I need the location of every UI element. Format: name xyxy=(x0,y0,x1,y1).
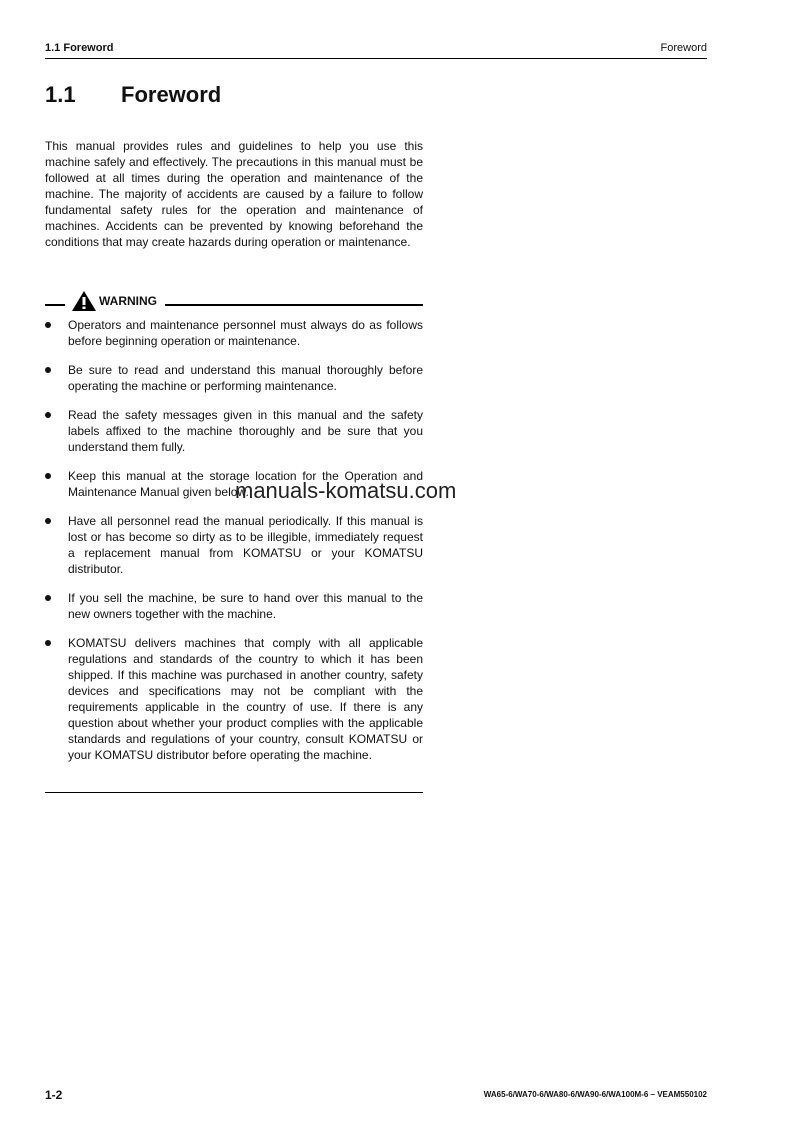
bullet-icon xyxy=(45,367,51,373)
bullet-icon xyxy=(45,322,51,328)
list-item xyxy=(45,362,423,394)
list-item xyxy=(45,407,423,455)
list-item xyxy=(45,590,423,622)
document-code: WA65-6/WA70-6/WA80-6/WA90-6/WA100M-6 – VEAM550102 xyxy=(483,1090,707,1099)
warning-end-divider xyxy=(45,792,423,793)
bullet-icon xyxy=(45,473,51,479)
warning-heading xyxy=(45,292,423,308)
list-item xyxy=(45,635,423,763)
bullet-icon xyxy=(45,595,51,601)
list-item-text: Read the safety messages given in this manual and the safety labels affixed to the machine thoroughly and be sure that you understand them fully. xyxy=(68,408,423,454)
section-number: 1.1 xyxy=(45,82,76,107)
list-item-text: Have all personnel read the manual periodically. If this manual is lost or has become so dirty as to be illegible, immediately request a replacement manual from KOMATSU or your KOMATSU distributor. xyxy=(68,514,423,576)
list-item xyxy=(45,513,423,577)
bullet-icon xyxy=(45,518,51,524)
warning-label: WARNING xyxy=(99,294,157,308)
list-item-text: Be sure to read and understand this manual thoroughly before operating the machine or performing maintenance. xyxy=(68,363,423,393)
header-section: 1.1 Foreword xyxy=(45,42,114,54)
bullet-icon xyxy=(45,412,51,418)
list-item-text: Operators and maintenance personnel must always do as follows before beginning operation or maintenance. xyxy=(68,318,423,348)
divider xyxy=(165,304,423,306)
warning-triangle-icon xyxy=(71,290,97,312)
page-header xyxy=(45,42,707,59)
list-item xyxy=(45,317,423,349)
watermark: manuals-komatsu.com xyxy=(235,478,457,503)
intro-paragraph: This manual provides rules and guidelines to help you use this machine safely and effectively. The precautions in this manual must be followed at all times during the operation and maintenance of the machine. The majority of accidents are caused by a failure to follow fundamental safety rules for the operation and maintenance of machines. Accidents can be prevented by knowing beforehand the conditions that may create hazards during operation or maintenance. xyxy=(45,139,423,249)
header-chapter: Foreword xyxy=(660,42,707,54)
bullet-icon xyxy=(45,640,51,646)
divider xyxy=(45,304,65,306)
section-title: Foreword xyxy=(121,82,222,107)
list-item-text: KOMATSU delivers machines that comply with all applicable regulations and standards of the country to which it has been shipped. If this machine was purchased in another country, safety devices and specifications may not be compliant with the requirements applicable in the country of use. If there is any question about whether your product complies with the applicable standards and regulations of your country, consult KOMATSU or your KOMATSU distributor before operating the machine. xyxy=(68,636,423,762)
list-item-text: Keep this manual at the storage location for the Operation and Maintenance Manual given below. xyxy=(68,469,423,499)
page-number: 1-2 xyxy=(45,1088,63,1102)
page-title xyxy=(45,82,221,108)
warning-list xyxy=(45,317,423,776)
list-item-text: If you sell the machine, be sure to hand over this manual to the new owners together with the machine. xyxy=(68,591,423,621)
